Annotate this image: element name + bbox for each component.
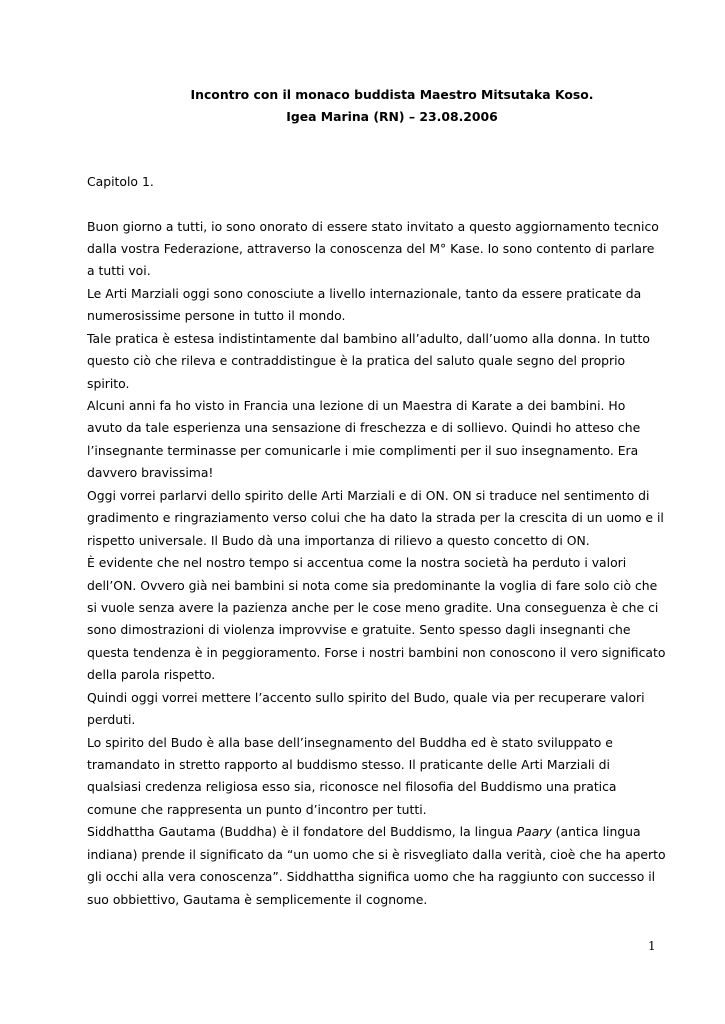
paragraph-line: numerosissime persone in tutto il mondo. — [87, 308, 346, 324]
siddhattha-text-before: Siddhattha Gautama (Buddha) è il fondatore del Buddismo, la lingua — [87, 824, 517, 840]
paragraph-line: spirito. — [87, 375, 130, 391]
paragraph-line: della parola rispetto. — [87, 667, 216, 683]
paragraph-line: dalla vostra Federazione, attraverso la conoscenza del M° Kase. Io sono contento di parlare — [87, 240, 655, 256]
paragraph-line: l’insegnante terminasse per comunicarle i mie complimenti per il suo insegnamento. Era — [87, 442, 639, 458]
paragraph-line: qualsiasi credenza religiosa esso sia, riconosce nel filosofia del Buddismo una pratica — [87, 779, 617, 795]
siddhattha-line-1 — [87, 821, 667, 843]
paragraph-line: Le Arti Marziali oggi sono conosciute a livello internazionale, tanto da essere praticate da — [87, 285, 642, 301]
document-body — [87, 216, 667, 912]
paragraph-line: Lo spirito del Budo è alla base dell’insegnamento del Buddha ed è stato sviluppato e — [87, 734, 613, 750]
paragraph-line: comune che rappresenta un punto d’incontro per tutti. — [87, 801, 427, 817]
paragraph-line: rispetto universale. Il Budo dà una importanza di rilievo a questo concetto di ON. — [87, 532, 590, 548]
title-line-1: Incontro con il monaco buddista Maestro Mitsutaka Koso. — [190, 87, 594, 102]
paragraph-line: sono dimostrazioni di violenza improvvise e gratuite. Sento spesso dagli insegnanti che — [87, 622, 631, 638]
paragraph-line: tramandato in stretto rapporto al buddismo stesso. Il praticante delle Arti Marziali di — [87, 757, 610, 772]
paary-italic-term: Paary — [516, 824, 552, 840]
title-line-2: Igea Marina (RN) – 23.08.2006 — [286, 109, 498, 124]
siddhattha-line-2: indiana) prende il significato da “un uomo che si è risvegliato dalla verità, cioè che ha aperto — [87, 846, 666, 862]
paragraph-line: davvero bravissima! — [87, 465, 214, 481]
paragraph-line: Quindi oggi vorrei mettere l’accento sullo spirito del Budo, quale via per recuperare valori — [87, 689, 645, 705]
document-title — [87, 84, 697, 128]
paragraph-line: perduti. — [87, 712, 136, 728]
paragraph-line: È evidente che nel nostro tempo si accentua come la nostra società ha perduto i valori — [87, 555, 627, 571]
siddhattha-text-after: (antica lingua — [551, 824, 641, 840]
paragraph-line: avuto da tale esperienza una sensazione di freschezza e di sollievo. Quindi ho atteso che — [87, 420, 641, 436]
chapter-heading: Capitolo 1. — [87, 174, 154, 189]
paragraph-line: gradimento e ringraziamento verso colui che ha dato la strada per la crescita di un uomo e il — [87, 510, 664, 526]
siddhattha-line-4: suo obbiettivo, Gautama è semplicemente il cognome. — [87, 891, 428, 907]
paragraph-line: dell’ON. Ovvero già nei bambini si nota come sia predominante la voglia di fare solo ciò che — [87, 577, 658, 593]
paragraph-line: questa tendenza è in peggioramento. Forse i nostri bambini non conoscono il vero significato — [87, 644, 666, 660]
paragraph-line: Buon giorno a tutti, io sono onorato di essere stato invitato a questo aggiornamento tecnico — [87, 218, 659, 234]
siddhattha-line-3: gli occhi alla vera conoscenza”. Siddhattha significa uomo che ha raggiunto con successo il — [87, 869, 656, 885]
paragraph-line: Alcuni anni fa ho visto in Francia una lezione di un Maestra di Karate a dei bambini. Ho — [87, 398, 626, 413]
page-number: 1 — [648, 939, 656, 953]
paragraph-line: questo ciò che rileva e contraddistingue è la pratica del saluto quale segno del proprio — [87, 353, 626, 369]
paragraph-line: Oggi vorrei parlarvi dello spirito delle Arti Marziali e di ON. ON si traduce nel sentimento di — [87, 487, 650, 503]
paragraph-line: a tutti voi. — [87, 263, 151, 279]
paragraph-line: Tale pratica è estesa indistintamente dal bambino all’adulto, dall’uomo alla donna. In tutto — [87, 330, 650, 346]
paragraph-line: si vuole senza avere la pazienza anche per le cose meno gradite. Una conseguenza è che ci — [87, 599, 659, 615]
